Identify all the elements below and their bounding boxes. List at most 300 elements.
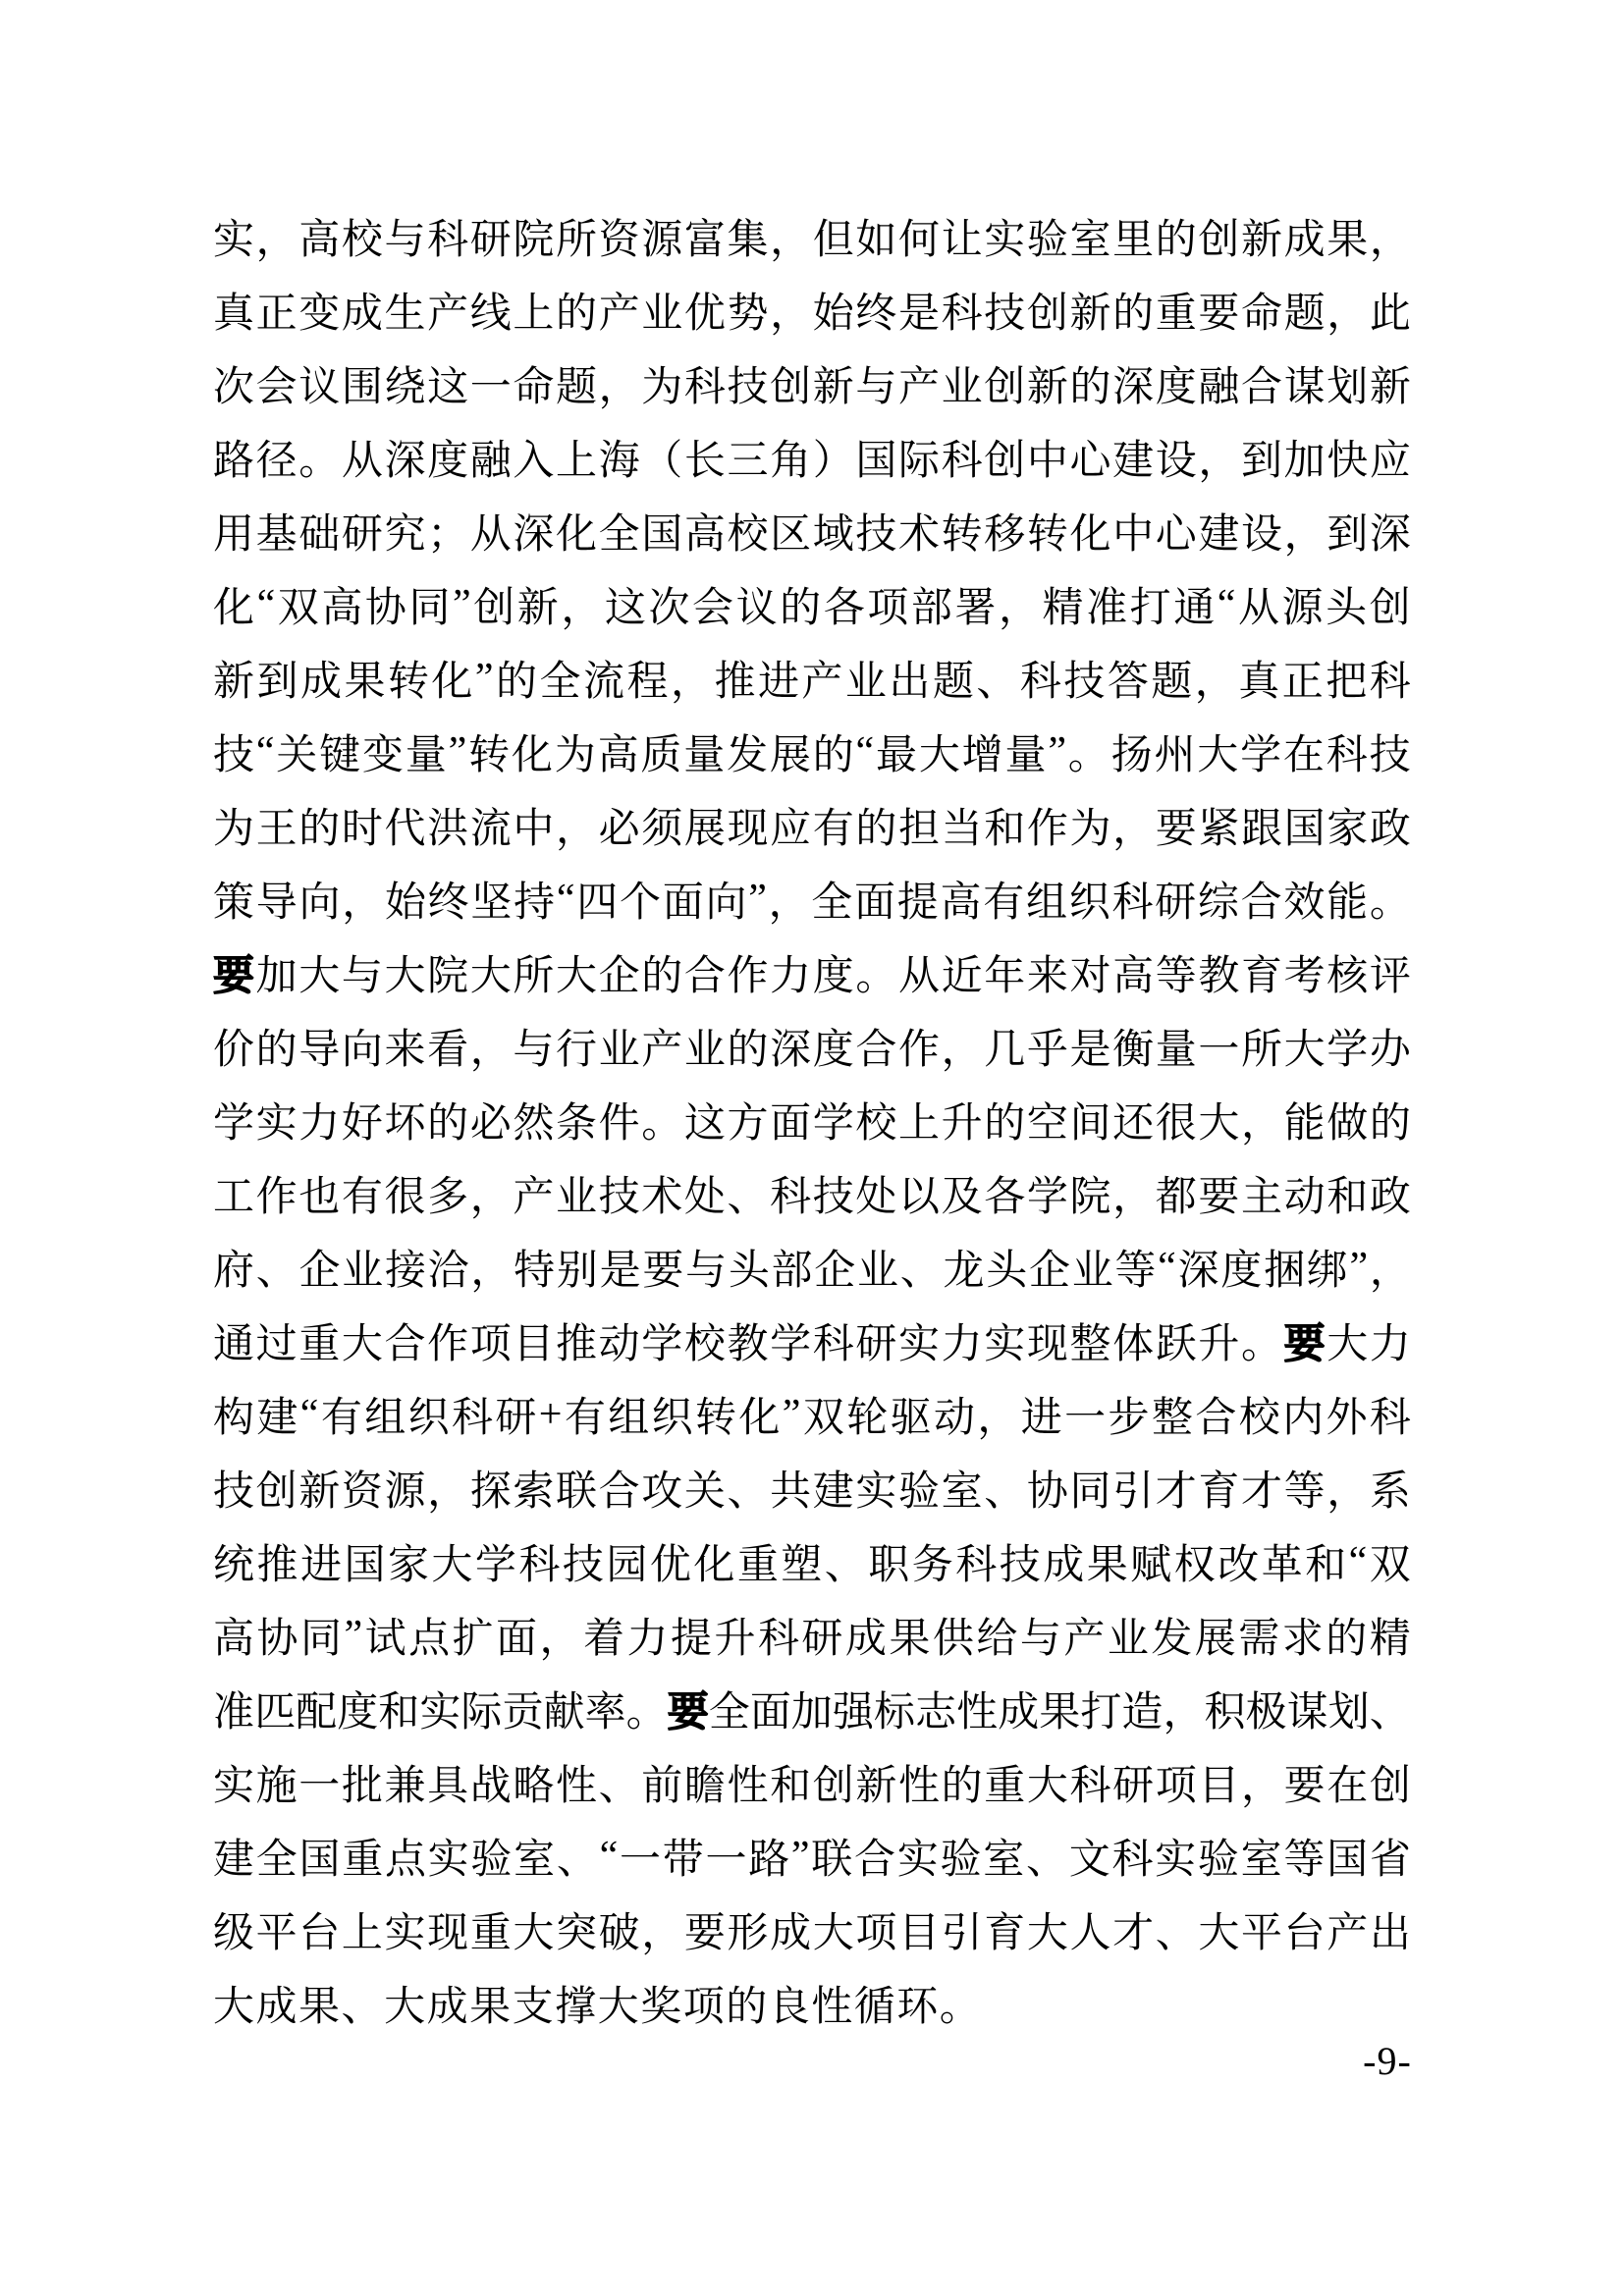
body-char: 前 xyxy=(641,1763,683,1809)
body-char: 处 xyxy=(683,1174,726,1220)
body-char: 全 xyxy=(708,1689,750,1735)
body-char: 精 xyxy=(1369,1616,1411,1662)
body-char: “ xyxy=(255,728,275,774)
body-char: 施 xyxy=(255,1763,298,1809)
body-char: 的 xyxy=(726,1984,768,2030)
body-char: 处 xyxy=(855,1174,897,1220)
body-char: 重 xyxy=(469,1910,512,1956)
body-char: 等 xyxy=(1155,953,1197,999)
body-char: 台 xyxy=(1283,1910,1326,1956)
body-char: 台 xyxy=(298,1910,341,1956)
body-char: 深 xyxy=(1112,364,1155,410)
body-char: 谋 xyxy=(1286,1689,1328,1735)
body-char: 大 xyxy=(384,1984,426,2030)
body-char: 面 xyxy=(496,1616,538,1662)
body-char: 科 xyxy=(941,438,983,484)
body-char: 高 xyxy=(683,511,726,558)
body-char: 要 xyxy=(1198,291,1240,337)
body-char: 点 xyxy=(384,1837,426,1883)
body-char: ， xyxy=(998,585,1040,631)
body-char: 终 xyxy=(855,291,897,337)
body-char: 性 xyxy=(898,1763,941,1809)
body-char: 、 xyxy=(899,1248,942,1294)
body-char: ， xyxy=(1369,1248,1411,1294)
body-char: 产 xyxy=(801,659,843,705)
body-char: 。 xyxy=(939,1984,981,2030)
body-char: 府 xyxy=(213,1248,255,1294)
body-char: 目 xyxy=(898,1910,941,1956)
body-char: 国 xyxy=(1283,806,1326,852)
body-char: 育 xyxy=(1198,1468,1240,1515)
body-char: 特 xyxy=(514,1248,556,1294)
body-char: 扬 xyxy=(1110,732,1153,778)
body-char: 升 xyxy=(1198,1321,1240,1367)
body-char: 创 xyxy=(984,364,1026,410)
body-char: 多 xyxy=(427,1174,469,1220)
body-char: 要 xyxy=(1198,1174,1240,1220)
body-char: 一 xyxy=(619,1837,661,1883)
body-char: 的 xyxy=(1155,217,1197,263)
body-char: 洽 xyxy=(427,1248,469,1294)
body-char: 组 xyxy=(364,1395,406,1441)
body-char: 业 xyxy=(342,1248,384,1294)
body-char: 构 xyxy=(213,1395,255,1441)
body-char: 准 xyxy=(213,1689,255,1735)
body-char: 重 xyxy=(1155,291,1197,337)
body-char: 真 xyxy=(213,291,255,337)
body-char: 加 xyxy=(255,953,298,999)
body-char: 时 xyxy=(341,806,383,852)
body-char: 衡 xyxy=(1112,1027,1155,1073)
body-char: 业 xyxy=(598,1027,640,1073)
body-char: 供 xyxy=(932,1616,974,1662)
body-char: 乎 xyxy=(1026,1027,1068,1073)
text-line xyxy=(213,1009,1411,1083)
body-char: 企 xyxy=(1028,1248,1070,1294)
body-char: 的 xyxy=(984,1100,1026,1147)
body-char: 积 xyxy=(1204,1689,1246,1735)
body-char: 双 xyxy=(277,585,319,631)
body-char: 要 xyxy=(683,1910,726,1956)
body-char: 研 xyxy=(469,217,512,263)
body-char: ， xyxy=(1326,1468,1369,1515)
body-char: 在 xyxy=(1326,1763,1369,1809)
body-char: ” xyxy=(790,1833,810,1879)
body-char: 企 xyxy=(598,953,640,999)
body-char: ” xyxy=(1048,728,1066,774)
body-char: 力 xyxy=(941,1321,983,1367)
body-char: 批 xyxy=(341,1763,383,1809)
body-char: 试 xyxy=(364,1616,406,1662)
body-char: 评 xyxy=(1369,953,1411,999)
body-char: 是 xyxy=(898,291,941,337)
body-char: 须 xyxy=(641,806,683,852)
body-char: 学 xyxy=(474,1542,516,1588)
body-char: 轮 xyxy=(846,1395,889,1441)
body-char: 作 xyxy=(255,1174,298,1220)
body-char: ， xyxy=(470,1248,513,1294)
body-char: 转 xyxy=(941,511,983,558)
body-char: 坚 xyxy=(470,880,513,926)
body-char: 考 xyxy=(1283,953,1326,999)
body-char: 过 xyxy=(255,1321,298,1367)
body-char: 贡 xyxy=(502,1689,544,1735)
body-char: 准 xyxy=(1086,585,1128,631)
body-char: 志 xyxy=(915,1689,957,1735)
text-line xyxy=(213,1304,1411,1377)
body-char: 命 xyxy=(513,364,555,410)
body-char: 突 xyxy=(556,1910,598,1956)
body-char: 次 xyxy=(648,585,690,631)
body-char: 、 xyxy=(598,1763,640,1809)
body-char: 深 xyxy=(1369,511,1411,558)
body-char: 国 xyxy=(1326,1837,1369,1883)
body-char: 力 xyxy=(770,953,812,999)
body-char: 和 xyxy=(984,806,1026,852)
body-char: 是 xyxy=(599,1248,641,1294)
body-char: 环 xyxy=(896,1984,939,2030)
body-char: 好 xyxy=(341,1100,383,1147)
body-char: 议 xyxy=(735,585,778,631)
body-char: 还 xyxy=(1112,1100,1155,1147)
body-char: 全 xyxy=(811,880,853,926)
body-char: 所 xyxy=(556,217,598,263)
body-char: 成 xyxy=(844,1616,887,1662)
body-char: 王 xyxy=(255,806,298,852)
body-char: 合 xyxy=(384,1321,426,1367)
body-char: 办 xyxy=(1369,1027,1411,1073)
body-char: 高 xyxy=(940,880,982,926)
body-char: 、 xyxy=(727,1174,769,1220)
body-char: 园 xyxy=(606,1542,648,1588)
body-char: 件 xyxy=(598,1100,640,1147)
body-char: 项 xyxy=(682,1984,725,2030)
body-char: 需 xyxy=(1238,1616,1280,1662)
body-char: “ xyxy=(599,1833,619,1879)
body-char: 创 xyxy=(1198,217,1240,263)
body-char: 、 xyxy=(1025,1837,1067,1883)
body-char: 跃 xyxy=(1155,1321,1197,1367)
body-char: 学 xyxy=(1240,732,1282,778)
body-char: 大 xyxy=(1026,1763,1068,1809)
body-char: 度 xyxy=(1155,364,1197,410)
body-char: 与 xyxy=(685,1248,728,1294)
body-char: 大 xyxy=(556,953,598,999)
body-char: 业 xyxy=(857,1248,899,1294)
body-char: 用 xyxy=(213,511,255,558)
body-char: 循 xyxy=(853,1984,895,2030)
emphasis-char: 要 xyxy=(213,953,255,999)
body-char: 效 xyxy=(1283,880,1326,926)
body-char: 有 xyxy=(983,880,1025,926)
body-char: 政 xyxy=(1369,1174,1411,1220)
body-char: 的 xyxy=(1369,1100,1411,1147)
body-char: ， xyxy=(1194,659,1236,705)
body-char: 大 xyxy=(812,1910,854,1956)
body-char: 部 xyxy=(771,1248,813,1294)
body-char: 要 xyxy=(642,1248,684,1294)
body-char: 应 xyxy=(1369,438,1411,484)
body-char: 大 xyxy=(469,953,512,999)
body-char: 量 xyxy=(1004,732,1047,778)
body-char: 策 xyxy=(213,880,255,926)
body-char: 研 xyxy=(1155,880,1197,926)
body-char: 创 xyxy=(812,1763,854,1809)
text-line xyxy=(213,1156,1411,1230)
body-char: 合 xyxy=(1195,1395,1237,1441)
body-char: 大 xyxy=(597,1984,639,2030)
body-char: 院 xyxy=(427,953,469,999)
body-char: 撑 xyxy=(555,1984,597,2030)
body-char: 新 xyxy=(213,659,255,705)
body-char: 集 xyxy=(727,217,769,263)
body-char: 打 xyxy=(1080,1689,1122,1735)
body-char: 动 xyxy=(1283,1174,1326,1220)
body-char: 研 xyxy=(341,511,383,558)
body-char: 科 xyxy=(1069,1763,1111,1809)
body-char: 体 xyxy=(1112,1321,1155,1367)
body-char: 此 xyxy=(1369,291,1411,337)
body-char: 科 xyxy=(683,364,726,410)
body-char: 角 xyxy=(770,438,812,484)
body-char: 合 xyxy=(855,1027,897,1073)
body-char: + xyxy=(538,1391,563,1437)
body-char: 综 xyxy=(1197,880,1239,926)
body-char: 作 xyxy=(1026,806,1068,852)
body-char: 关 xyxy=(683,1468,726,1515)
body-char: 础 xyxy=(298,511,341,558)
body-char: 科 xyxy=(1111,880,1154,926)
body-char: 会 xyxy=(255,364,298,410)
body-char: 这 xyxy=(427,364,469,410)
body-char: 平 xyxy=(255,1910,298,1956)
text-line xyxy=(213,641,1411,715)
body-char: 现 xyxy=(1026,1321,1068,1367)
body-char: 上 xyxy=(513,291,555,337)
body-char: 一 xyxy=(469,364,512,410)
body-char: 。 xyxy=(1369,880,1411,926)
body-char: 求 xyxy=(1281,1616,1324,1662)
body-char: 成 xyxy=(426,1984,468,2030)
body-char: 最 xyxy=(876,732,918,778)
body-char: ” xyxy=(748,876,767,922)
body-char: 科 xyxy=(757,1616,799,1662)
text-line xyxy=(213,715,1411,788)
body-char: 验 xyxy=(1197,1837,1239,1883)
body-char: 合 xyxy=(1240,880,1282,926)
body-char: 新 xyxy=(516,585,559,631)
body-char: 整 xyxy=(1069,1321,1111,1367)
body-char: 度 xyxy=(812,1027,854,1073)
body-char: 头 xyxy=(986,1248,1028,1294)
body-char: 性 xyxy=(727,1763,769,1809)
body-char: 新 xyxy=(1026,364,1068,410)
text-line xyxy=(213,273,1411,347)
body-char: 上 xyxy=(556,438,598,484)
body-char: 学 xyxy=(1326,1027,1369,1073)
body-char: ， xyxy=(1112,1174,1155,1220)
body-char: 质 xyxy=(640,732,682,778)
body-char: 的 xyxy=(427,1100,469,1147)
body-char: 果 xyxy=(298,1984,341,2030)
body-char: 头 xyxy=(1326,585,1368,631)
body-char: 到 xyxy=(1241,438,1283,484)
body-char: 企 xyxy=(814,1248,856,1294)
body-char: “ xyxy=(299,1391,319,1437)
body-char: 合 xyxy=(854,1837,896,1883)
body-char: 果 xyxy=(1326,217,1369,263)
body-char: 研 xyxy=(801,1616,843,1662)
body-char: 重 xyxy=(984,1763,1026,1809)
body-char: 文 xyxy=(1068,1837,1110,1883)
body-char: 校 xyxy=(341,217,383,263)
body-char: 优 xyxy=(683,291,726,337)
body-char: 的 xyxy=(855,806,897,852)
body-char: 技 xyxy=(855,511,897,558)
body-char: 科 xyxy=(427,217,469,263)
body-char: ， xyxy=(941,1027,983,1073)
body-char: 技 xyxy=(999,1542,1041,1588)
body-char: 的 xyxy=(641,953,683,999)
body-char: 来 xyxy=(384,1027,426,1073)
body-char: 一 xyxy=(298,1763,341,1809)
body-char: 业 xyxy=(1071,1248,1113,1294)
body-char: 战 xyxy=(469,1763,512,1809)
body-char: 近 xyxy=(941,953,983,999)
text-line xyxy=(213,1230,1411,1304)
body-char: 增 xyxy=(961,732,1003,778)
text-line xyxy=(213,1819,1411,1893)
body-char: 产 xyxy=(641,1027,683,1073)
body-char: 着 xyxy=(583,1616,625,1662)
body-char: 省 xyxy=(1369,1837,1411,1883)
body-char: 导 xyxy=(298,1027,341,1073)
body-char: 瞻 xyxy=(683,1763,726,1809)
body-char: 当 xyxy=(941,806,983,852)
body-char: 为 xyxy=(641,364,683,410)
body-char: 科 xyxy=(1326,732,1368,778)
body-char: 面 xyxy=(770,1100,812,1147)
body-char: 对 xyxy=(1069,953,1111,999)
body-char: 作 xyxy=(427,1321,469,1367)
body-char: 产 xyxy=(898,364,941,410)
body-char: 极 xyxy=(1245,1689,1287,1735)
text-line xyxy=(213,1966,1411,2040)
body-char: 作 xyxy=(727,953,769,999)
body-char: 行 xyxy=(556,1027,598,1073)
body-char: 、 xyxy=(556,1837,598,1883)
body-char: 创 xyxy=(1369,585,1411,631)
body-char: 能 xyxy=(1283,1100,1326,1147)
body-char: 打 xyxy=(1129,585,1171,631)
body-char: 技 xyxy=(598,1174,640,1220)
body-char: 研 xyxy=(1112,1763,1155,1809)
body-char: 献 xyxy=(543,1689,585,1735)
body-char: 州 xyxy=(1154,732,1196,778)
body-char: 何 xyxy=(898,217,941,263)
body-char: 验 xyxy=(898,1468,941,1515)
body-char: 要 xyxy=(1283,1763,1326,1809)
body-char: 等 xyxy=(1283,1468,1326,1515)
body-char: 源 xyxy=(641,217,683,263)
body-char: 让 xyxy=(941,217,983,263)
body-char: “ xyxy=(256,581,276,627)
body-char: 度 xyxy=(812,953,854,999)
body-char: 议 xyxy=(298,364,341,410)
body-char: 建 xyxy=(213,1837,255,1883)
body-char: 中 xyxy=(1026,438,1068,484)
body-char: 深 xyxy=(513,511,555,558)
body-char: 里 xyxy=(1112,217,1155,263)
body-char: 合 xyxy=(598,1468,640,1515)
body-char: 进 xyxy=(299,1542,342,1588)
body-char: 变 xyxy=(298,291,341,337)
body-char: 以 xyxy=(898,1174,941,1220)
body-char: 力 xyxy=(626,1616,669,1662)
body-char: 各 xyxy=(984,1174,1026,1220)
body-char: 国 xyxy=(855,438,897,484)
body-char: 业 xyxy=(941,364,983,410)
body-char: 的 xyxy=(496,659,538,705)
body-char: 展 xyxy=(1194,1616,1236,1662)
body-char: 推 xyxy=(556,1321,598,1367)
body-char: ， xyxy=(1369,217,1411,263)
body-char: 扩 xyxy=(452,1616,494,1662)
body-char: 大 xyxy=(1026,1910,1068,1956)
body-char: 大 xyxy=(341,1321,383,1367)
body-char: 建 xyxy=(1198,511,1240,558)
body-char: 科 xyxy=(1111,1837,1154,1883)
body-char: 科 xyxy=(812,1321,854,1367)
body-char: 重 xyxy=(736,1542,779,1588)
body-char: 空 xyxy=(1026,1100,1068,1147)
body-char: 攻 xyxy=(641,1468,683,1515)
body-char: 各 xyxy=(823,585,865,631)
body-char: 龙 xyxy=(943,1248,985,1294)
body-char: 优 xyxy=(649,1542,691,1588)
body-char: 能 xyxy=(1326,880,1369,926)
body-char: 一 xyxy=(705,1837,747,1883)
body-char: 等 xyxy=(1114,1248,1157,1294)
body-char: 终 xyxy=(427,880,469,926)
body-char: 形 xyxy=(727,1910,769,1956)
body-char: ” xyxy=(344,1612,363,1658)
body-char: 区 xyxy=(770,511,812,558)
body-char: 年 xyxy=(984,953,1026,999)
body-char: 学 xyxy=(213,1100,255,1147)
body-char: 的 xyxy=(1326,1616,1368,1662)
body-char: 术 xyxy=(641,1174,683,1220)
body-char: 化 xyxy=(511,732,553,778)
body-char: 强 xyxy=(832,1689,874,1735)
body-char: 面 xyxy=(854,880,896,926)
body-char: 富 xyxy=(683,217,726,263)
body-char: 双 xyxy=(1369,1542,1411,1588)
body-char: 基 xyxy=(255,511,298,558)
body-char: 主 xyxy=(1241,1174,1283,1220)
body-char: 实 xyxy=(896,1837,939,1883)
body-char: 但 xyxy=(812,217,854,263)
body-char: 势 xyxy=(727,291,769,337)
body-char: 合 xyxy=(683,953,726,999)
body-char: 级 xyxy=(213,1910,255,1956)
body-char: 心 xyxy=(1155,511,1197,558)
body-char: 政 xyxy=(1369,806,1411,852)
body-char: 升 xyxy=(714,1616,756,1662)
body-char: 给 xyxy=(976,1616,1018,1662)
body-char: 引 xyxy=(941,1910,983,1956)
body-char: 验 xyxy=(940,1837,982,1883)
